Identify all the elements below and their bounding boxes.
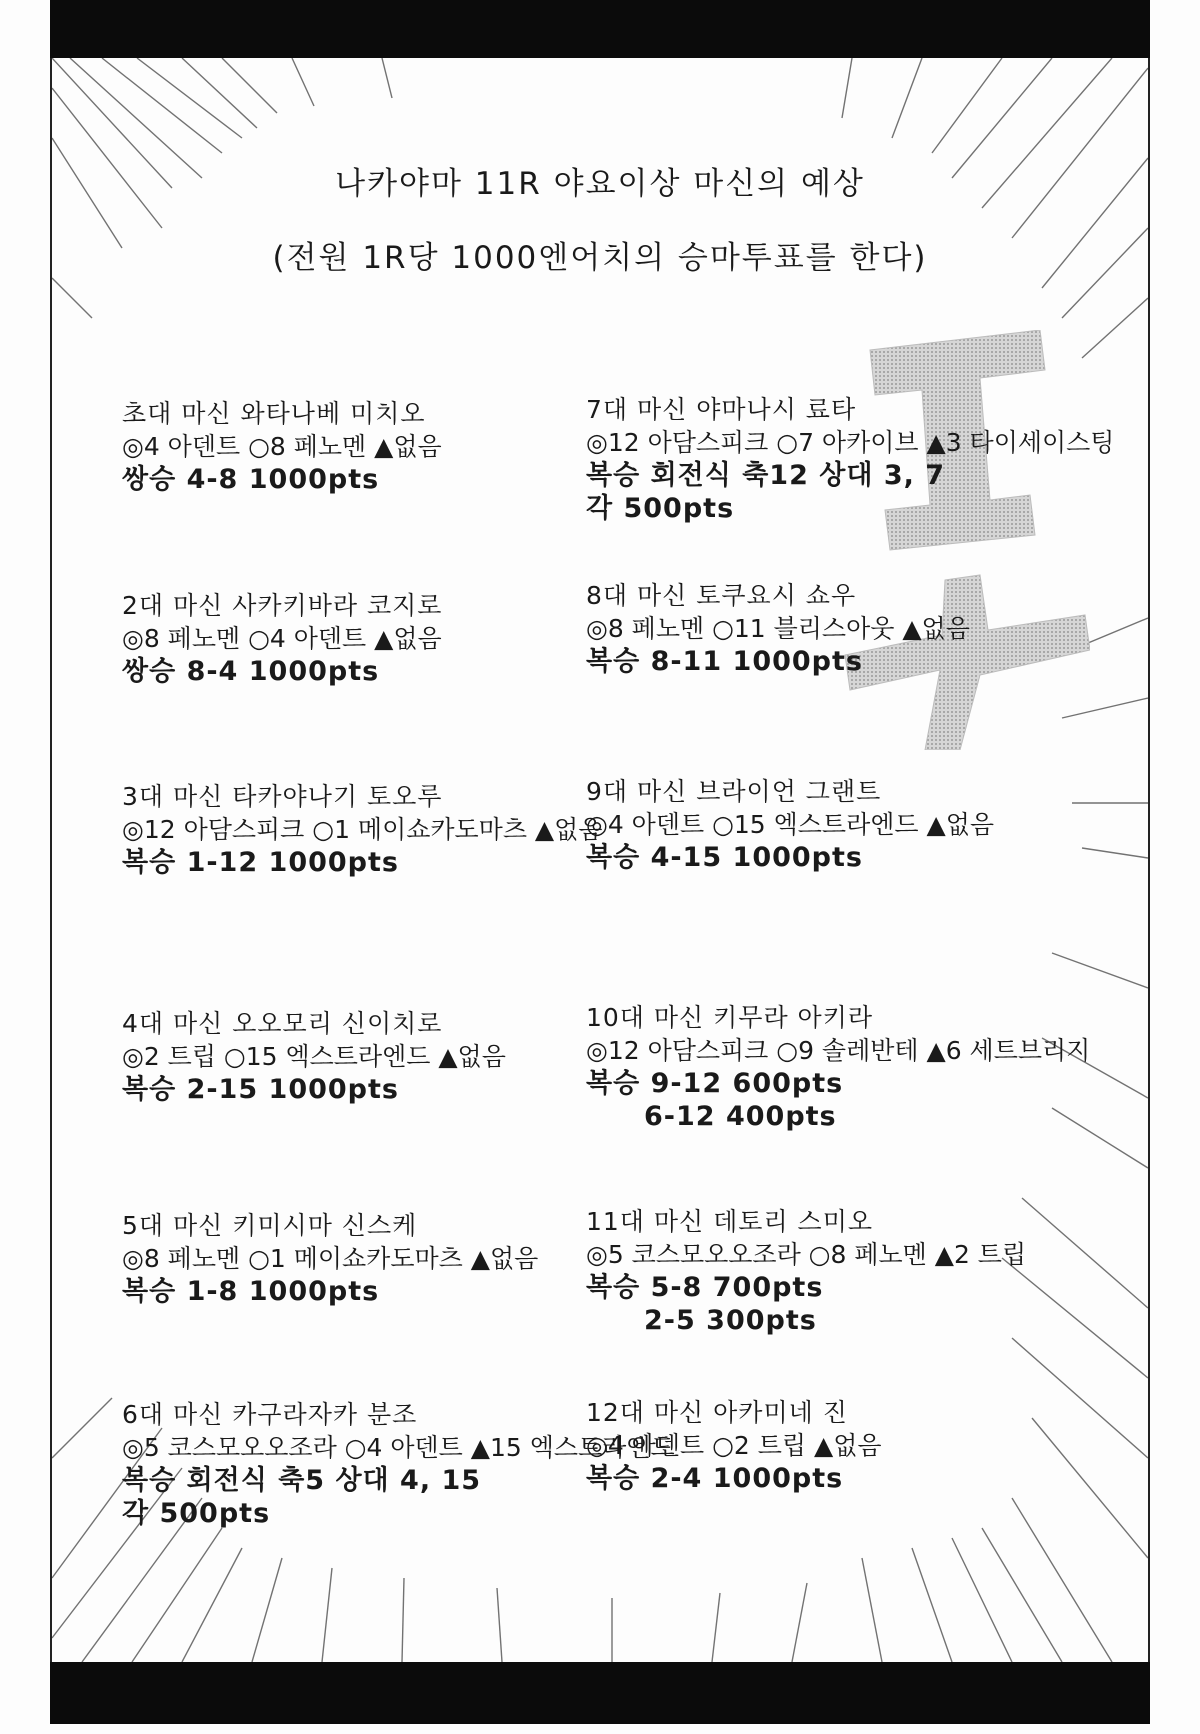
entry-bet: 복승 2-15 1000pts [122, 1074, 399, 1105]
entry-heading: 7대 마신 야마나시 료타 [586, 395, 857, 424]
entry-picks: ◎5 코스모오오조라 ○8 페노멘 ▲2 트립 [586, 1240, 1027, 1269]
entry-bet: 복승 5-8 700pts [586, 1272, 824, 1303]
page-subtitle: (전원 1R당 1000엔어치의 승마투표를 한다) [272, 240, 928, 276]
entry-bet: 쌍승 4-8 1000pts [122, 464, 380, 495]
entry-heading: 6대 마신 카구라자카 분조 [122, 1400, 418, 1429]
prediction-entry [586, 1001, 1090, 1133]
prediction-entry [122, 1007, 506, 1106]
entry-heading: 10대 마신 키무라 아키라 [586, 1003, 874, 1032]
entry-heading: 초대 마신 와타나베 미치오 [122, 399, 426, 428]
entry-bet-secondary: 각 500pts [586, 493, 735, 524]
prediction-entry [122, 1209, 538, 1308]
entry-picks: ◎12 아담스피크 ○1 메이쇼카도마츠 ▲없음 [122, 815, 603, 844]
entry-bet: 복승 회전식 축12 상대 3, 7 [586, 460, 946, 491]
right-border [1148, 58, 1150, 1662]
entry-bet: 복승 4-15 1000pts [586, 842, 863, 873]
prediction-entry [122, 780, 602, 879]
entry-bet: 복승 1-12 1000pts [122, 847, 399, 878]
entry-bet-secondary: 6-12 400pts [644, 1101, 837, 1132]
entry-picks: ◎5 코스모오오조라 ○4 아덴트 ▲15 엑스트라엔드 [122, 1433, 675, 1462]
entry-bet: 쌍승 8-4 1000pts [122, 656, 380, 687]
entry-picks: ◎12 아담스피크 ○7 아카이브 ▲3 타이세이스팅 [586, 428, 1115, 457]
entry-heading: 2대 마신 사카키바라 코지로 [122, 591, 443, 620]
prediction-entry [122, 589, 442, 688]
top-black-bar [50, 0, 1150, 58]
entry-picks: ◎8 페노멘 ○11 블리스아웃 ▲없음 [586, 614, 970, 643]
entry-heading: 4대 마신 오오모리 신이치로 [122, 1009, 443, 1038]
entry-heading: 9대 마신 브라이언 그랜트 [586, 777, 882, 806]
prediction-entry [586, 775, 994, 874]
entry-heading: 8대 마신 토쿠요시 쇼우 [586, 581, 857, 610]
entry-bet: 복승 2-4 1000pts [586, 1463, 844, 1494]
entry-picks: ◎2 트립 ○15 엑스트라엔드 ▲없음 [122, 1042, 506, 1071]
entry-picks: ◎8 페노멘 ○1 메이쇼카도마츠 ▲없음 [122, 1244, 539, 1273]
entry-bet-secondary: 각 500pts [122, 1498, 271, 1529]
entry-heading: 12대 마신 아카미네 진 [586, 1398, 848, 1427]
entry-picks: ◎8 페노멘 ○4 아덴트 ▲없음 [122, 624, 442, 653]
entry-picks: ◎12 아담스피크 ○9 솔레반테 ▲6 세트브리지 [586, 1036, 1091, 1065]
entry-heading: 11대 마신 데토리 스미오 [586, 1207, 874, 1236]
prediction-entry [586, 1205, 1026, 1337]
entry-bet: 복승 9-12 600pts [586, 1068, 844, 1099]
bottom-black-bar [50, 1662, 1150, 1724]
prediction-entry [586, 579, 970, 678]
prediction-entry [122, 397, 442, 496]
entry-bet: 복승 8-11 1000pts [586, 646, 863, 677]
entry-picks: ◎4 아덴트 ○8 페노멘 ▲없음 [122, 432, 442, 461]
page-title: 나카야마 11R 야요이상 마신의 예상 [335, 166, 865, 202]
entry-picks: ◎4 아덴트 ○15 엑스트라엔드 ▲없음 [586, 810, 995, 839]
entry-picks: ◎4 아덴트 ○2 트립 ▲없음 [586, 1431, 882, 1460]
entry-heading: 3대 마신 타카야나기 토오루 [122, 782, 443, 811]
entry-bet: 복승 1-8 1000pts [122, 1276, 380, 1307]
prediction-entry [586, 393, 1114, 525]
entry-bet: 복승 회전식 축5 상대 4, 15 [122, 1465, 482, 1496]
entry-heading: 5대 마신 키미시마 신스케 [122, 1211, 418, 1240]
entry-bet-secondary: 2-5 300pts [644, 1305, 817, 1336]
prediction-entry [586, 1396, 882, 1495]
